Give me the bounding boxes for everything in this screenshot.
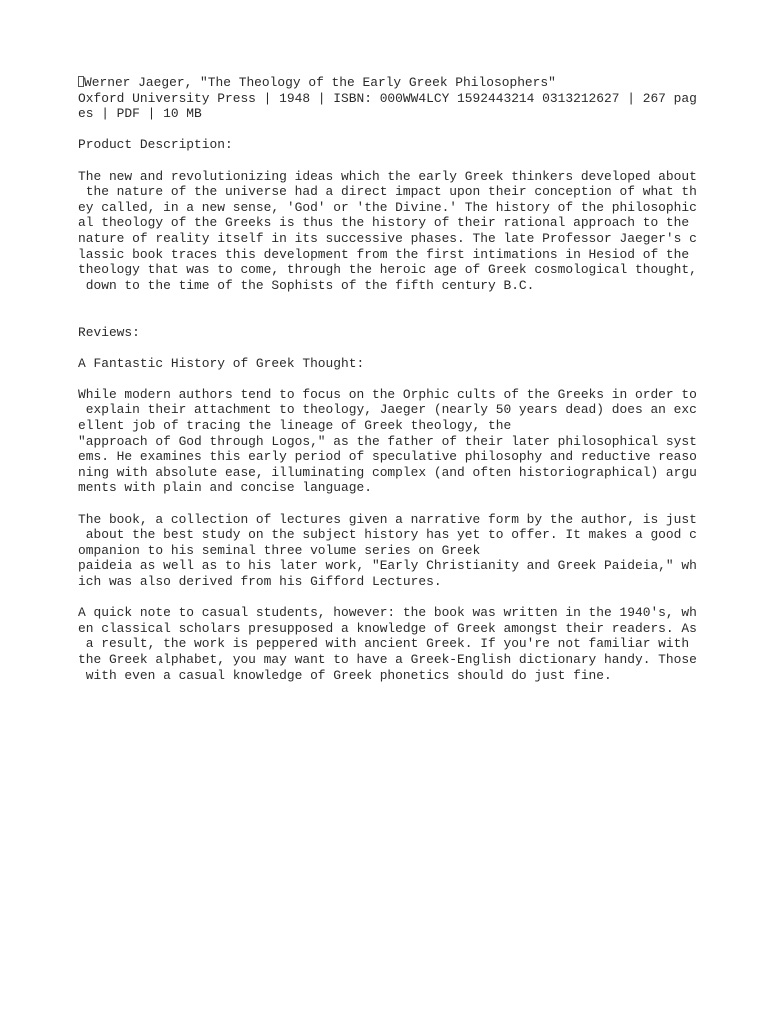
book-title-text: Werner Jaeger, "The Theology of the Early Greek Philosophers"	[84, 75, 556, 90]
text-line: nature of reality itself in its successive phases. The late Professor Jaeger's c	[78, 230, 697, 246]
text-line: with even a casual knowledge of Greek phonetics should do just fine.	[78, 667, 612, 683]
text-line: While modern authors tend to focus on the Orphic cults of the Greeks in order to	[78, 386, 697, 402]
spacer	[78, 122, 698, 138]
review-paragraph-1	[78, 387, 698, 496]
spacer	[78, 153, 698, 169]
spacer	[78, 371, 698, 387]
reviews-heading: Reviews:	[78, 324, 140, 340]
document-page	[78, 75, 698, 683]
text-line: "approach of God through Logos," as the father of their later philosophical syst	[78, 433, 697, 449]
text-line: al theology of the Greeks is thus the history of their rational approach to the	[78, 215, 690, 231]
text-line: A quick note to casual students, however: the book was written in the 1940's, wh	[78, 605, 697, 621]
text-line: The new and revolutionizing ideas which the early Greek thinkers developed about	[78, 168, 697, 184]
text-line: about the best study on the subject history has yet to offer. It makes a good c	[78, 527, 697, 543]
text-line: a result, the work is peppered with ancient Greek. If you're not familiar with	[78, 636, 690, 652]
text-line: the nature of the universe had a direct impact upon their conception of what th	[78, 184, 697, 200]
publication-info-line: Oxford University Press | 1948 | ISBN: 000WW4LCY 1592443214 0313212627 | 267 pag	[78, 90, 697, 106]
spacer	[78, 293, 698, 309]
text-line: down to the time of the Sophists of the fifth century B.C.	[78, 277, 535, 293]
spacer	[78, 590, 698, 606]
product-description-heading: Product Description:	[78, 137, 233, 153]
spacer	[78, 496, 698, 512]
text-line: ey called, in a new sense, 'God' or 'the Divine.' The history of the philosophic	[78, 199, 697, 215]
review-title: A Fantastic History of Greek Thought:	[78, 355, 365, 371]
text-line: ich was also derived from his Gifford Lectures.	[78, 574, 442, 589]
spacer	[78, 340, 698, 356]
text-line: the Greek alphabet, you may want to have a Greek-English dictionary handy. Those	[78, 651, 697, 667]
text-line: explain their attachment to theology, Jaeger (nearly 50 years dead) does an exc	[78, 402, 697, 418]
text-line: en classical scholars presupposed a knowledge of Greek amongst their readers. As	[78, 620, 697, 636]
book-title-line	[78, 75, 698, 91]
spacer	[78, 309, 698, 325]
text-line: paideia as well as to his later work, "Early Christianity and Greek Paideia," wh	[78, 558, 697, 574]
text-line: ellent job of tracing the lineage of Greek theology, the	[78, 418, 512, 434]
text-line: theology that was to come, through the heroic age of Greek cosmological thought,	[78, 262, 697, 278]
text-line: lassic book traces this development from the first intimations in Hesiod of the	[78, 246, 690, 262]
review-paragraph-3	[78, 605, 698, 683]
publication-info-line-continued: es | PDF | 10 MB	[78, 106, 202, 122]
text-line: ompanion to his seminal three volume series on Greek	[78, 542, 481, 558]
product-description-body	[78, 169, 698, 294]
text-line: ments with plain and concise language.	[78, 480, 372, 496]
review-paragraph-2	[78, 512, 698, 590]
text-line: ems. He examines this early period of speculative philosophy and reductive reaso	[78, 449, 697, 465]
text-line: ning with absolute ease, illuminating complex (and often historiographical) argu	[78, 464, 697, 480]
text-line: The book, a collection of lectures given a narrative form by the author, is just	[78, 511, 697, 527]
